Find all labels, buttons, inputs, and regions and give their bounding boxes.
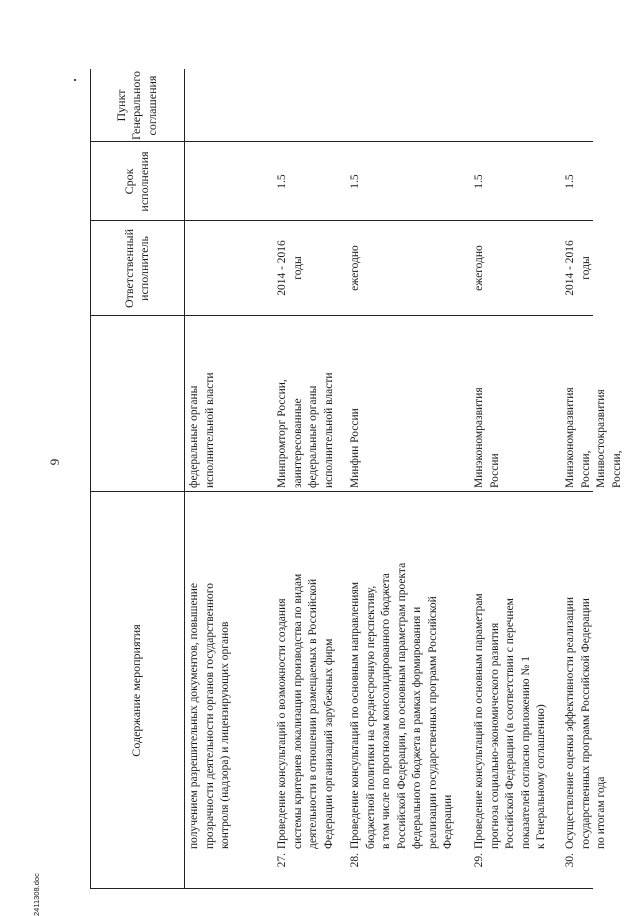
item-cell: 1.5: [473, 174, 485, 189]
deadline-cell: 2014 - 2016 годы: [564, 240, 592, 296]
row-content: Проведение консультаций по основным параметрам прогноза социально-экономического развития Российской Федерации (в соответствии с перечнем показателей согласно приложению № 1 к Генеральному соглашению): [473, 593, 547, 849]
file-footer: 2411308.doc: [32, 873, 41, 916]
executor-cell: Минпромторг России, заинтересованные федеральные органы исполнительной власти: [276, 372, 335, 488]
header-executor: Ответственный исполнитель: [121, 228, 151, 309]
deadline-cell: 2014 - 2016 годы: [276, 240, 304, 296]
header-content: Содержание мероприятия: [129, 624, 144, 757]
item-cell: 1.5: [276, 174, 288, 189]
header-deadline: Срок исполнения: [121, 151, 151, 212]
row-content: получением разрешительных документов, повышение прозрачности деятельности органов государственного контроля (надзора) и лицензирующих органов: [188, 583, 231, 849]
row-content: Проведение консультаций о возможности создания системы критериев локализации производства по видам деятельности в отношении размещаемых в Российской Федерации организаций зарубежных фирм: [276, 573, 335, 849]
executor-cell: Минэкономразвития России, Минвостокразвития России,: [564, 387, 623, 488]
scan-speck: [74, 79, 76, 81]
row-content: Проведение консультаций по основным направлениям бюджетной политики на среднесрочную перспективу, в том числе по прогнозам консолидированного бюджета Российской Федерации, по основным параметрам проекта федерального бюджета в рамках формирования и реализации государственных программ Российской Федерации: [349, 562, 454, 849]
executor-cell: Минфин России: [349, 408, 361, 488]
item-cell: 1.5: [349, 174, 361, 189]
measures-table: Содержание мероприятия Ответственный исполнитель Срок исполнения Пункт Генерального соглашения получением разрешительных документов, повышение прозрачности деятельности органов государственного контроля (надзора) и лицензирующих органов федеральные органы исполнительной власти 27. Проведение консультаций о возможности создания системы критериев локализации производства по видам деятельности в отношении размещаемых в Российской Федерации организаций зарубежных фирм Минпромторг России, заинтересованные федеральные органы исполнительной власти 2014 - 2016 годы 1.5 28. Проведение консультаций по основным направлениям бюджетной политики на среднесрочную перспективу, в том числе по прогнозам консолидированного бюджета Российской Федерации, по основным параметрам проекта федерального бюджета в рамках формирования и реализации государственных программ Российской Федерации Минфин России ежегодно 1.5 29. Проведение консультаций по основным параметрам прогноза социально-экономического развития Российской Федерации (в соответствии с перечнем показателей согласно приложению № 1 к Генеральному соглашению) Минэкономразвития России ежегодно 1.5 30. Осуществление оценки эффективности реализации государственных программ Российской Федерации по итогам года Минэкономразвития России, Минвостокразвития России, 2014 - 2016 годы 1.5: [90, 69, 593, 889]
executor-cell: Минэкономразвития России: [473, 387, 501, 488]
deadline-cell: ежегодно: [349, 245, 361, 291]
item-cell: 1.5: [564, 174, 576, 189]
executor-cell: федеральные органы исполнительной власти: [188, 372, 216, 488]
landscape-page: [90, 69, 623, 889]
header-item: Пункт Генерального соглашения: [113, 70, 159, 141]
deadline-cell: ежегодно: [473, 245, 485, 291]
page-number: 9: [47, 458, 62, 466]
row-content: Осуществление оценки эффективности реализации государственных программ Российской Федерации по итогам года: [564, 597, 607, 849]
